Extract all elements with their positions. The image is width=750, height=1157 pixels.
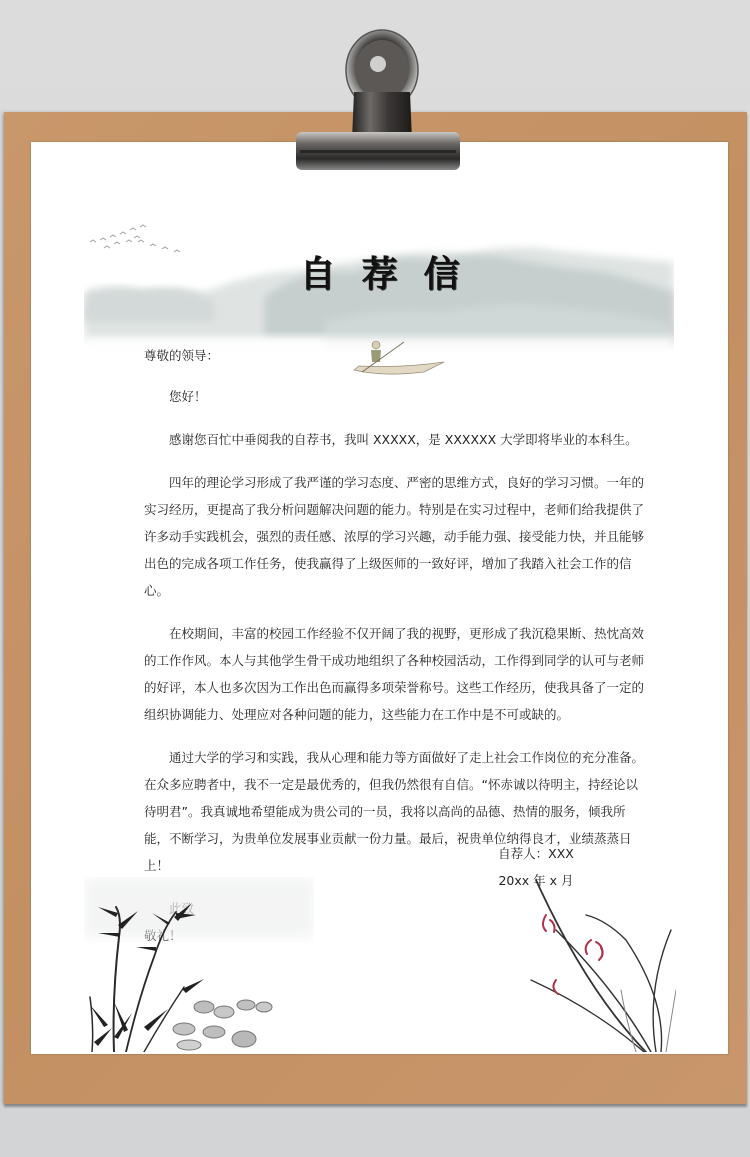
signer: 自荐人：XXX	[498, 846, 574, 861]
binder-clip-icon	[296, 22, 468, 172]
paragraph-2: 四年的理论学习形成了我严谨的学习态度、严密的思维方式，良好的学习习惯。一年的实习经历，更提高了我分析问题解决问题的能力。特别是在实习过程中，老师们给我提供了许多动手实践机会，强烈的责任感、浓厚的学习兴趣，动手能力强、接受能力快，并且能够出色的完成各项工作任务，使我赢得了上级医师的一致好评，增加了我踏入社会工作的信心。	[144, 475, 645, 598]
letter-date: 20xx 年 x 月	[498, 873, 574, 888]
salutation: 尊敬的领导：	[144, 348, 220, 363]
greeting: 您好！	[169, 389, 207, 404]
binder-clip	[296, 22, 468, 172]
paragraph-1: 感谢您百忙中垂阅我的自荐书，我叫 XXXXX，是 XXXXXX 大学即将毕业的本科生。	[169, 432, 638, 447]
paragraph-4: 通过大学的学习和实践，我从心理和能力等方面做好了走上社会工作岗位的充分准备。在众多应聘者中，我不一定是最优秀的，但我仍然很有自信。“怀赤诚以待明主，持经论以待明君”。我真诚地希望能成为贵公司的一员，我将以高尚的品德、热情的服务，倾我所能，不断学习，为贵单位发展事业贡献一份力量。最后，祝贵单位纳得良才，业绩蒸蒸日上！	[144, 750, 645, 873]
page-title: 自荐信	[299, 253, 486, 295]
orchid-decoration	[526, 870, 676, 1052]
orchid-icon	[526, 870, 676, 1052]
paragraph-3: 在校期间，丰富的校园工作经验不仅开阔了我的视野，更形成了我沉稳果断、热忱高效的工作作风。本人与其他学生骨干成功地组织了各种校园活动，工作得到同学的认可与老师的好评，本人也多次因为工作出色而赢得多项荣誉称号。这些工作经历，使我具备了一定的组织协调能力、处理应对各种问题的能力，这些能力在工作中是不可或缺的。	[144, 626, 645, 722]
bamboo-icon	[84, 877, 314, 1052]
letter-paper	[31, 142, 728, 1054]
bamboo-stones-decoration	[84, 877, 314, 1052]
clipboard	[4, 112, 747, 1104]
